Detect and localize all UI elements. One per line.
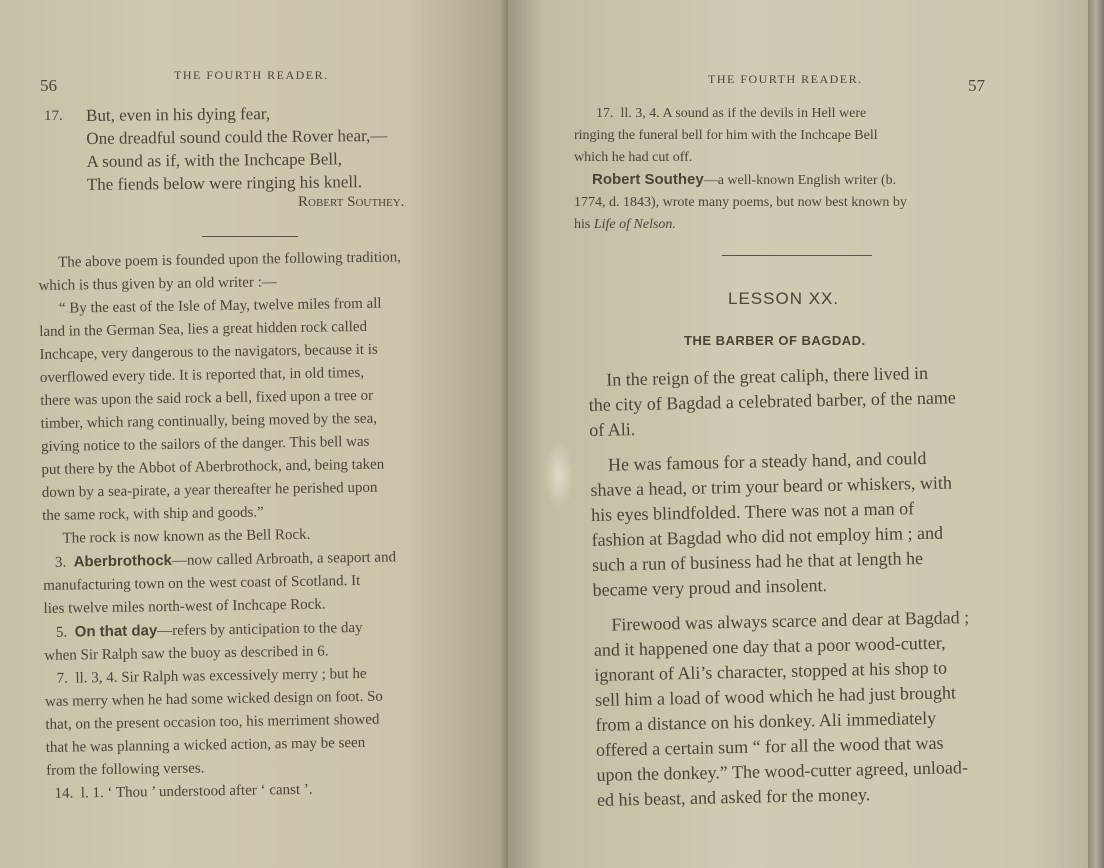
text-line: that he was planning a wicked action, as may be seen (45, 734, 366, 756)
note-number: 17. (596, 106, 614, 121)
text-line: put there by the Abbot of Aberbrothock, and, being taken (41, 456, 385, 478)
note-14 (46, 777, 409, 806)
text-line: of Ali. (589, 419, 636, 440)
text-line: Firewood was always scarce and dear at Bagdad ; (611, 607, 970, 635)
text-line: —a well-known English writer (b. (703, 173, 897, 188)
note-number: 5. (55, 624, 68, 641)
note-term: Aberbrothock (73, 551, 173, 571)
text-line: such a run of business had he that at length he (591, 548, 924, 575)
page-edge (1088, 0, 1104, 868)
text-line: there was upon the said rock a bell, fixed upon a tree or (40, 387, 374, 409)
text-line: lies twelve miles north-west of Inchcape Rock. (43, 596, 326, 617)
text-line: down by a sea-pirate, a year thereafter he perished upon (41, 479, 378, 501)
text-line: and it happened one day that a poor wood-cutter, (593, 632, 946, 660)
text-line: was merry when he had some wicked design on foot. So (44, 688, 384, 710)
running-head: THE FOURTH READER. (174, 68, 329, 82)
text-line: Inchcape, very dangerous to the navigators, because it is (39, 341, 378, 363)
text-line: l. 1. ‘ Thou ’ understood after ‘ canst ’. (80, 781, 313, 802)
text-line: ringing the funeral bell for him with the Inchcape Bell (574, 128, 878, 143)
note-17 (574, 103, 907, 125)
text-line: The rock is now known as the Bell Rock. (62, 526, 311, 547)
text-line: sell him a load of wood which he had just brought (594, 682, 957, 710)
poem-line: One dreadful sound could the Rover hear,— (86, 125, 388, 148)
poem-line: A sound as if, with the Inchcape Bell, (86, 149, 343, 171)
text-line: ll. 3, 4. A sound as if the devils in Hell were (620, 106, 867, 121)
section-divider (202, 236, 298, 237)
text-line: land in the German Sea, lies a great hidden rock called (39, 318, 368, 340)
text-line: —refers by anticipation to the day (157, 619, 363, 640)
page-number: 57 (968, 76, 985, 95)
text-line: overflowed every tide. It is reported that, in old times, (39, 364, 365, 386)
text-line: manufacturing town on the west coast of Scotland. It (43, 572, 361, 594)
lesson-heading: LESSON XX. (728, 289, 840, 308)
note-term: Robert Southey (592, 171, 704, 188)
page-number: 56 (40, 76, 57, 95)
right-page (508, 0, 1088, 868)
text-line: the city of Bagdad a celebrated barber, of the name (588, 387, 957, 415)
text-line: ignorant of Ali’s character, stopped at his shop to (594, 657, 948, 685)
note-southey (574, 169, 907, 192)
text-line: his eyes blindfolded. There was not a man of (590, 498, 915, 525)
text-line: ll. 3, 4. Sir Ralph was excessively merry ; but he (75, 665, 367, 687)
text-line: In the reign of the great caliph, there lived in (606, 362, 929, 390)
note-number: 3. (54, 554, 67, 571)
note-number: 14. (54, 785, 74, 802)
text-line: timber, which rang continually, being moved by the sea, (40, 410, 378, 432)
text-line: 1774, d. 1843), wrote many poems, but now best known by (574, 195, 907, 210)
note-term: On that day (74, 622, 158, 641)
text-line: ed his beast, and asked for the money. (596, 784, 871, 810)
poem-attribution: Robert Southey. (298, 194, 405, 210)
text-line: fashion at Bagdad who did not employ him ; and (591, 522, 944, 550)
section-divider (722, 255, 872, 256)
text-line: his (574, 217, 594, 232)
poem-line: The fiends below were ringing his knell. (86, 172, 363, 194)
note-southey-end (574, 214, 907, 236)
text-line: which he had cut off. (574, 150, 693, 165)
text-line: from a distance on his donkey. Ali immediately (595, 707, 937, 735)
book-title: Life of Nelson. (593, 217, 676, 232)
notes-section (574, 103, 907, 236)
text-line: became very proud and insolent. (592, 575, 828, 600)
text-line: shave a head, or trim your beard or whiskers, with (590, 472, 953, 500)
text-line: from the following verses. (46, 760, 205, 779)
text-line: giving notice to the sailors of the danger. This bell was (40, 433, 370, 455)
left-page (0, 0, 508, 868)
text-line: which is thus given by an old writer :— (38, 274, 277, 294)
paper-stain (544, 440, 574, 510)
stanza-number: 17. (44, 108, 63, 124)
lesson-title: THE BARBER OF BAGDAD. (684, 333, 866, 348)
text-line: “ By the east of the Isle of May, twelve miles from all (58, 295, 382, 317)
tradition-passage (38, 246, 410, 806)
text-line: —now called Arbroath, a seaport and (171, 549, 397, 569)
poem-line: But, even in his dying fear, (86, 104, 271, 125)
text-line: the same rock, with ship and goods.” (42, 504, 264, 524)
text-line: He was famous for a steady hand, and could (607, 447, 927, 475)
lesson-body (588, 360, 973, 813)
note-number: 7. (56, 670, 69, 687)
running-head: THE FOURTH READER. (708, 72, 863, 86)
text-line: upon the donkey.” The wood-cutter agreed, unload- (596, 757, 969, 785)
text-line: that, on the present occasion too, his merriment showed (45, 711, 380, 733)
text-line: when Sir Ralph saw the buoy as described in 6. (44, 643, 329, 664)
poem-stanza (86, 101, 388, 196)
text-line: offered a certain sum “ for all the wood that was (595, 732, 944, 760)
text-line: The above poem is founded upon the following tradition, (58, 249, 402, 271)
